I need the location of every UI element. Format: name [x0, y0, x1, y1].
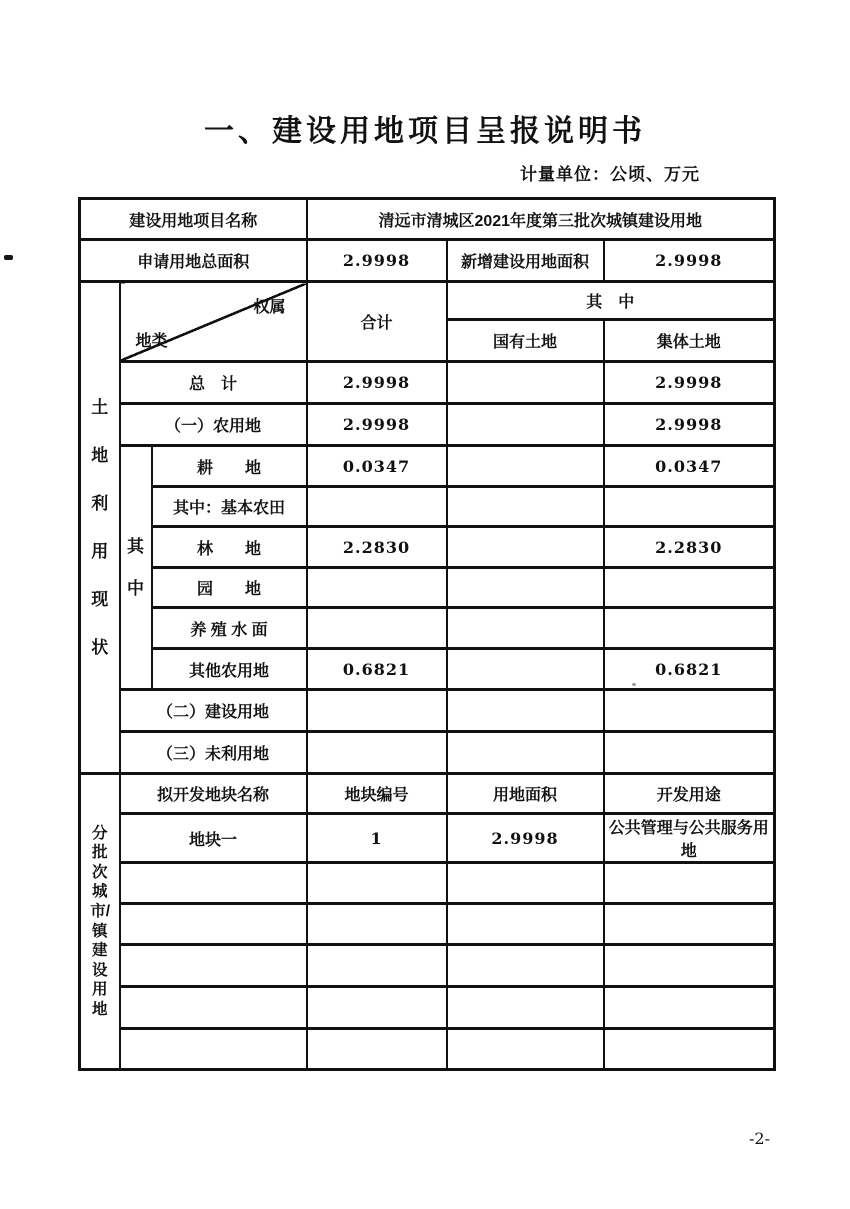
row-label: 林 地 — [152, 527, 307, 568]
table-row — [80, 568, 775, 608]
diagonal-ownership-label: 权属 — [253, 299, 286, 316]
among-vertical-cell — [120, 446, 152, 690]
cell-total — [307, 732, 447, 774]
empty-cell — [120, 987, 307, 1029]
empty-cell — [307, 987, 447, 1029]
table-row-empty — [80, 945, 775, 987]
cell-state — [447, 404, 604, 446]
table-row — [80, 608, 775, 649]
cell-collective — [604, 487, 775, 527]
empty-cell — [120, 863, 307, 904]
cell-total: 0.0347 — [307, 446, 447, 487]
page-title: 一、建设用地项目呈报说明书 — [204, 115, 646, 148]
cell-state — [447, 527, 604, 568]
project-name-value: 清远市清城区2021年度第三批次城镇建设用地 — [307, 199, 775, 240]
cell-collective — [604, 690, 775, 732]
col-header-state-land: 国有土地 — [447, 320, 604, 362]
table-row — [80, 487, 775, 527]
cell-collective: 0.6821 — [604, 649, 775, 690]
batch-section-label: 分批次城市/镇建设用地 — [90, 824, 111, 1018]
table-row — [80, 690, 775, 732]
table-row — [80, 732, 775, 774]
empty-cell — [604, 945, 775, 987]
batch-header-no: 地块编号 — [307, 774, 447, 814]
cell-total: 2.9998 — [307, 362, 447, 404]
table-row-empty — [80, 987, 775, 1029]
applied-area-label: 申请用地总面积 — [80, 240, 307, 282]
unit-note: 计量单位：公顷、万元 — [520, 165, 700, 184]
empty-cell — [120, 945, 307, 987]
empty-cell — [307, 945, 447, 987]
cell-collective — [604, 732, 775, 774]
cell-state — [447, 568, 604, 608]
batch-header-area: 用地面积 — [447, 774, 604, 814]
cell-total — [307, 690, 447, 732]
land-report-table — [78, 197, 776, 1071]
table-row-empty — [80, 863, 775, 904]
table-row — [80, 446, 775, 487]
col-header-among: 其 中 — [447, 282, 775, 320]
row-label: 耕 地 — [152, 446, 307, 487]
among-vertical-label: 其中 — [127, 536, 144, 598]
cell-state — [447, 608, 604, 649]
cell-collective: 0.0347 — [604, 446, 775, 487]
table-row-empty — [80, 904, 775, 945]
batch-header-name: 拟开发地块名称 — [120, 774, 307, 814]
empty-cell — [307, 863, 447, 904]
empty-cell — [120, 904, 307, 945]
row-label: （三）未利用地 — [120, 732, 307, 774]
batch-plot-use: 公共管理与公共服务用地 — [604, 814, 775, 863]
table-row — [80, 649, 775, 690]
empty-cell — [604, 1029, 775, 1070]
row-label: 园 地 — [152, 568, 307, 608]
cell-collective: 2.9998 — [604, 404, 775, 446]
landuse-section-label: 土地利用现状 — [91, 397, 109, 657]
empty-cell — [604, 863, 775, 904]
empty-cell — [447, 945, 604, 987]
cell-total: 0.6821 — [307, 649, 447, 690]
table-row-empty — [80, 1029, 775, 1070]
table-row — [80, 814, 775, 863]
empty-cell — [120, 1029, 307, 1070]
cell-collective: 2.9998 — [604, 362, 775, 404]
empty-cell — [447, 1029, 604, 1070]
row-label: 其他农用地 — [152, 649, 307, 690]
row-label: 其中：基本农田 — [152, 487, 307, 527]
empty-cell — [307, 1029, 447, 1070]
project-name-label: 建设用地项目名称 — [80, 199, 307, 240]
col-header-collective-land: 集体土地 — [604, 320, 775, 362]
empty-cell — [447, 904, 604, 945]
row-label: （二）建设用地 — [120, 690, 307, 732]
cell-state — [447, 649, 604, 690]
landuse-section-label-cell — [80, 282, 120, 774]
cell-total: 2.9998 — [307, 404, 447, 446]
diagonal-landtype-label: 地类 — [135, 333, 168, 350]
cell-collective — [604, 608, 775, 649]
empty-cell — [604, 987, 775, 1029]
cell-total — [307, 487, 447, 527]
row-label: 养 殖 水 面 — [152, 608, 307, 649]
cell-collective — [604, 568, 775, 608]
empty-cell — [604, 904, 775, 945]
page-number: -2- — [749, 1129, 770, 1148]
table-row — [80, 362, 775, 404]
batch-section-label-cell — [80, 774, 120, 1070]
batch-plot-name: 地块一 — [120, 814, 307, 863]
batch-plot-area: 2.9998 — [447, 814, 604, 863]
empty-cell — [307, 904, 447, 945]
empty-cell — [447, 863, 604, 904]
table-row — [80, 404, 775, 446]
cell-total — [307, 568, 447, 608]
diagonal-header-cell — [120, 282, 307, 362]
scan-artifact-mark — [4, 255, 13, 260]
cell-state — [447, 446, 604, 487]
cell-state — [447, 732, 604, 774]
batch-plot-no: 1 — [307, 814, 447, 863]
empty-cell — [447, 987, 604, 1029]
batch-header-use: 开发用途 — [604, 774, 775, 814]
applied-area-value: 2.9998 — [307, 240, 447, 282]
cell-state — [447, 487, 604, 527]
new-area-label: 新增建设用地面积 — [447, 240, 604, 282]
col-header-total: 合计 — [307, 282, 447, 362]
cell-state — [447, 362, 604, 404]
row-label: （一）农用地 — [120, 404, 307, 446]
new-area-value: 2.9998 — [604, 240, 775, 282]
row-label: 总 计 — [120, 362, 307, 404]
cell-total: 2.2830 — [307, 527, 447, 568]
cell-collective: 2.2830 — [604, 527, 775, 568]
cell-state — [447, 690, 604, 732]
cell-total — [307, 608, 447, 649]
table-row — [80, 527, 775, 568]
